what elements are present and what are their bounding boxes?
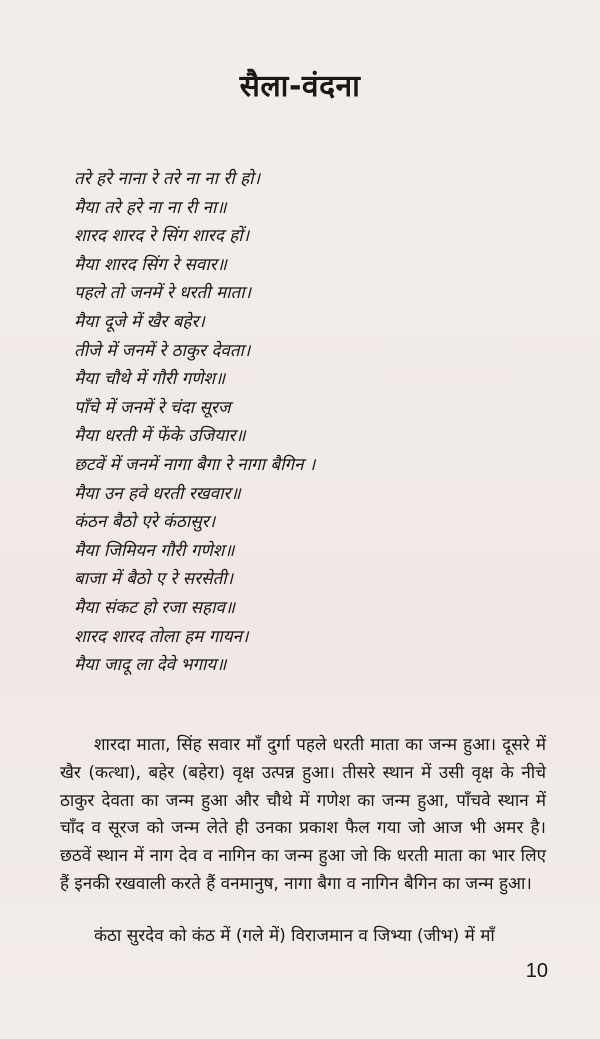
body-paragraph: कंठा सुरदेव को कंठ में (गले में) विराजमान व जिभ्या (जीभ) में माँ [94, 926, 495, 946]
verse-line: मैया जादू ला देवे भगाय॥ [74, 655, 227, 676]
verse-line: मैया दूजे में खैर बहेर। [74, 311, 205, 332]
page-title: सैला-वंदना [239, 69, 361, 104]
verse-line: मैया तरे हरे ना ना री ना॥ [74, 197, 227, 218]
verse-line: तीजे में जनमें रे ठाकुर देवता। [74, 340, 251, 361]
verse-line: शारद शारद रे सिंग शारद हों। [74, 226, 250, 247]
verse-block [74, 165, 315, 680]
verse-line: मैया उन हवे धरती रखवार॥ [74, 483, 241, 504]
verse-line: मैया चौथे में गौरी गणेश॥ [74, 369, 226, 390]
page-number: 10 [525, 960, 548, 982]
verse-line: मैया संकट हो रजा सहाव॥ [74, 597, 236, 618]
body-paragraph: शारदा माता, सिंह सवार माँ दुर्गा पहले धरती माता का जन्म हुआ। दूसरे में खैर (कत्था), बहेर (बहेरा) वृक्ष उत्पन्न हुआ। तीसरे स्थान में उसी वृक्ष के नीचे ठाकुर देवता का जन्म हुआ और चौथे में गणेश का जन्म हुआ, पाँचवे स्थान में चाँद व सूरज को जन्म लेते ही उनका प्रकाश फैल गया जो आज भी अमर है। छठवें स्थान में नाग देव व नागिन का जन्म हुआ जो कि धरती माता का भार लिए हैं इनकी रखवाली करते हैं वनमानुष, नागा बैगा व नागिन बैगिन का जन्म हुआ। [60, 735, 546, 894]
verse-line: तरे हरे नाना रे तरे ना ना री हो। [74, 169, 261, 189]
verse-line: मैया धरती में फेंके उजियार॥ [74, 426, 246, 447]
verse-line: छटवें में जनमें नागा बैगा रे नागा बैगिन । [74, 454, 316, 475]
verse-line: बाजा में बैठो ए रे सरसेती। [74, 569, 234, 590]
verse-line: पहले तो जनमें रे धरती माता। [74, 283, 252, 304]
verse-line: पाँचे में जनमें रे चंदा सूरज [74, 397, 231, 418]
verse-line: कंठन बैठो एरे कंठासुर। [74, 512, 216, 533]
verse-line: मैया शारद सिंग रे सवार॥ [74, 254, 227, 275]
verse-line: शारद शारद तोला हम गायन। [74, 626, 249, 647]
verse-line: मैया जिमियन गौरी गणेश॥ [74, 540, 235, 561]
